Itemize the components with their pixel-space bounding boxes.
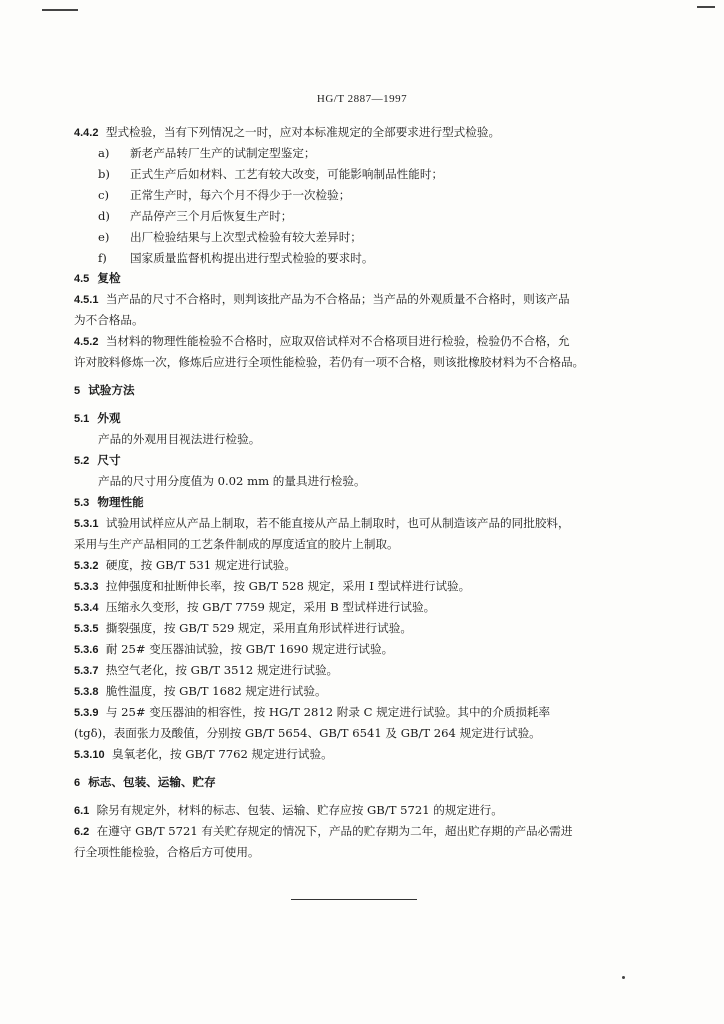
clause-5-3-1-cont: 采用与生产产品相同的工艺条件制成的厚度适宜的胶片上制取。: [74, 537, 399, 551]
clause-5-3-9: 5.3.9 与 25# 变压器油的相容性，按 HG/T 2812 附录 C 规定进行试验。其中的介质损耗率: [74, 705, 551, 719]
clause-5-3-6: 5.3.6 耐 25# 变压器油试验，按 GB/T 1690 规定进行试验。: [74, 642, 394, 656]
clause-5-3-10: 5.3.10 臭氧老化，按 GB/T 7762 规定进行试验。: [74, 747, 333, 761]
clause-5-2-text: 产品的尺寸用分度值为 0.02 mm 的量具进行检验。: [98, 474, 366, 488]
section-heading-5-2: 5.2 尺寸: [74, 453, 121, 467]
section-heading-4-5: 4.5 复检: [74, 271, 121, 285]
scan-artifact: [697, 6, 715, 8]
clause-5-3-5: 5.3.5 撕裂强度，按 GB/T 529 规定，采用直角形试样进行试验。: [74, 621, 412, 635]
clause-4-5-2: 4.5.2 当材料的物理性能检验不合格时，应取双倍试样对不合格项目进行检验，检验仍不合格，允: [74, 334, 570, 348]
clause-5-3-4: 5.3.4 压缩永久变形，按 GB/T 7759 规定，采用 B 型试样进行试验。: [74, 600, 436, 614]
list-item: c) 正常生产时，每六个月不得少于一次检验；: [98, 188, 351, 202]
clause-4-4-2: 4.4.2 型式检验，当有下列情况之一时，应对本标准规定的全部要求进行型式检验。: [74, 125, 501, 139]
clause-5-1-text: 产品的外观用目视法进行检验。: [98, 432, 261, 446]
clause-6-2-cont: 行全项性能检验，合格后方可使用。: [74, 845, 260, 859]
clause-6-1: 6.1 除另有规定外，材料的标志、包装、运输、贮存应按 GB/T 5721 的规定进行。: [74, 803, 503, 817]
list-item: f) 国家质量监督机构提出进行型式检验的要求时。: [98, 251, 374, 265]
list-item: e) 出厂检验结果与上次型式检验有较大差异时；: [98, 230, 362, 244]
list-item: d) 产品停产三个月后恢复生产时；: [98, 209, 293, 223]
clause-4-5-2-cont: 许对胶料修炼一次，修炼后应进行全项性能检验，若仍有一项不合格，则该批橡胶材料为不合格品。: [74, 355, 585, 369]
list-item: b) 正式生产后如材料、工艺有较大改变，可能影响制品性能时；: [98, 167, 444, 181]
section-heading-5: 5 试验方法: [74, 383, 135, 397]
clause-6-2: 6.2 在遵守 GB/T 5721 有关贮存规定的情况下，产品的贮存期为二年，超出贮存期的产品必需进: [74, 824, 573, 838]
clause-4-5-1-cont: 为不合格品。: [74, 313, 144, 327]
section-heading-5-1: 5.1 外观: [74, 411, 121, 425]
clause-5-3-7: 5.3.7 热空气老化，按 GB/T 3512 规定进行试验。: [74, 663, 339, 677]
page-header: HG/T 2887—1997: [316, 93, 408, 105]
scan-artifact: [622, 976, 625, 979]
clause-5-3-2: 5.3.2 硬度，按 GB/T 531 规定进行试验。: [74, 558, 296, 572]
clause-5-3-8: 5.3.8 脆性温度，按 GB/T 1682 规定进行试验。: [74, 684, 327, 698]
list-item: a) 新老产品转厂生产的试制定型鉴定；: [98, 146, 316, 160]
clause-5-3-3: 5.3.3 拉伸强度和扯断伸长率，按 GB/T 528 规定，采用 I 型试样进行试验。: [74, 579, 471, 593]
section-heading-6: 6 标志、包装、运输、贮存: [74, 775, 216, 789]
scan-artifact: [42, 9, 78, 11]
section-heading-5-3: 5.3 物理性能: [74, 495, 144, 509]
end-rule: [291, 899, 417, 900]
clause-5-3-9-cont: (tgδ)，表面张力及酸值，分别按 GB/T 5654、GB/T 6541 及 GB/T 264 规定进行试验。: [74, 726, 541, 740]
clause-5-3-1: 5.3.1 试验用试样应从产品上制取，若不能直接从产品上制取时，也可从制造该产品的同批胶料，: [74, 516, 570, 530]
clause-4-5-1: 4.5.1 当产品的尺寸不合格时，则判该批产品为不合格品；当产品的外观质量不合格时，则该产品: [74, 292, 570, 306]
